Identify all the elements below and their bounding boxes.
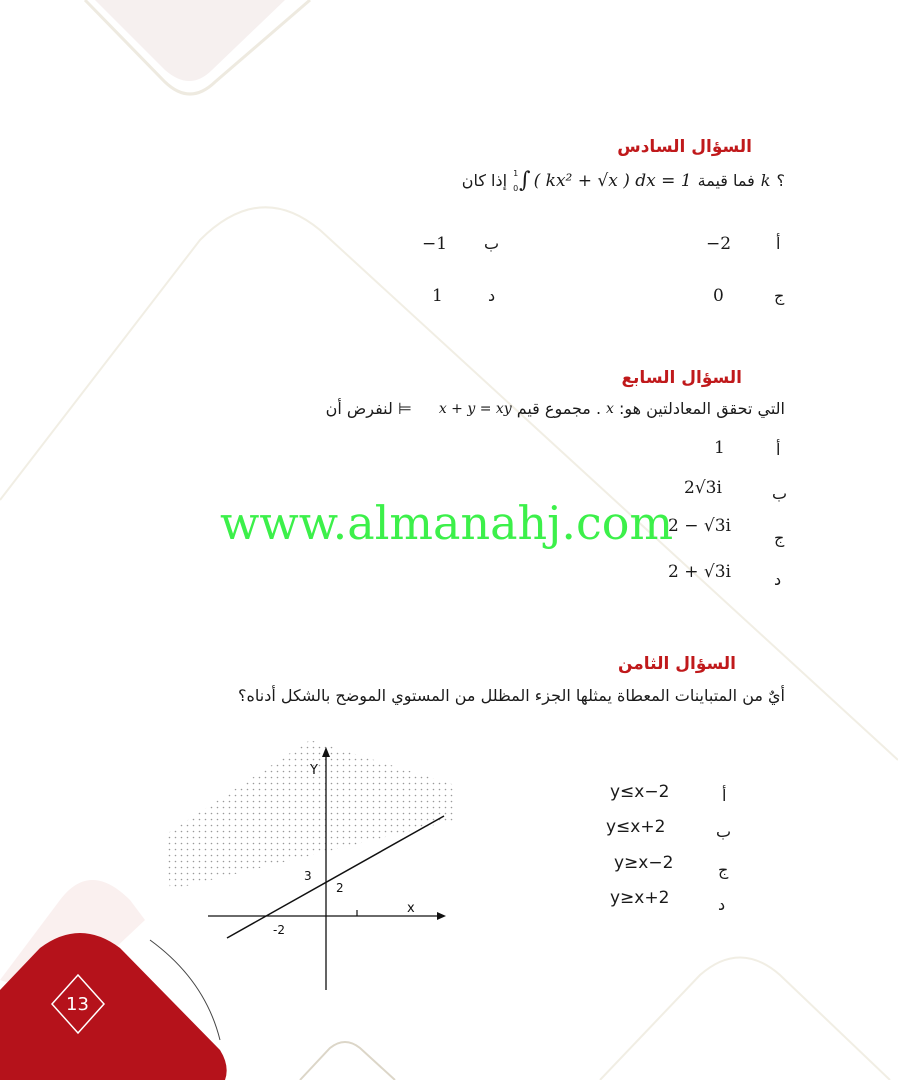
q6-stem bbox=[462, 168, 785, 193]
q7-option-a-letter[interactable]: أ bbox=[776, 440, 781, 459]
q7-title: السؤال السابع bbox=[621, 368, 742, 388]
q6-upper-limit: 1 bbox=[513, 168, 519, 178]
q8-text: أيٌ من المتباينات المعطاة يمثلها الجزء المظلل من المستوي الموضح بالشكل أدناه؟ bbox=[237, 686, 785, 705]
y-axis-label: Y bbox=[310, 763, 318, 778]
q8-option-b-value[interactable]: y≤x+2 bbox=[606, 817, 666, 837]
q7-option-c-value[interactable]: 2 − √3i bbox=[668, 516, 731, 536]
q8-graph bbox=[150, 740, 460, 1000]
x-axis-arrow-icon bbox=[437, 912, 446, 920]
q6-option-b-letter[interactable]: ب bbox=[484, 234, 500, 253]
q8-option-a-value[interactable]: y≤x−2 bbox=[610, 782, 670, 802]
q8-option-c-letter[interactable]: ج bbox=[718, 860, 729, 879]
q6-question-mark: ؟ bbox=[776, 171, 785, 190]
label-2: 2 bbox=[336, 881, 344, 895]
q8-option-d-letter[interactable]: د bbox=[718, 895, 726, 914]
q8-title: السؤال الثامن bbox=[617, 654, 736, 674]
q7-option-b-value[interactable]: 2√3i bbox=[684, 478, 722, 498]
q6-option-a-value[interactable]: −2 bbox=[706, 234, 732, 254]
label-neg2: -2 bbox=[273, 923, 285, 937]
q6-option-a-letter[interactable]: أ bbox=[776, 234, 781, 253]
q7-variable: x bbox=[606, 400, 614, 417]
q7-option-d-value[interactable]: 2 + √3i bbox=[668, 562, 731, 582]
q7-suffix: التي تحقق المعادلتين هو: bbox=[618, 399, 785, 418]
q6-lower-limit: 0 bbox=[513, 183, 519, 193]
q6-option-d-value[interactable]: 1 bbox=[432, 286, 443, 306]
q6-suffix: فما قيمة bbox=[697, 171, 755, 190]
q7-option-d-letter[interactable]: د bbox=[774, 570, 782, 589]
q8-option-b-letter[interactable]: ب bbox=[716, 822, 732, 841]
q7-option-b-letter[interactable]: ب bbox=[772, 484, 788, 503]
q6-option-c-value[interactable]: 0 bbox=[713, 286, 724, 306]
q6-variable: k bbox=[760, 171, 771, 190]
q7-middle: . مجموع قيم bbox=[516, 399, 602, 418]
label-3: 3 bbox=[304, 869, 312, 883]
q8-option-a-letter[interactable]: أ bbox=[722, 786, 727, 805]
q6-option-b-value[interactable]: −1 bbox=[422, 234, 448, 254]
q6-option-c-letter[interactable]: ج bbox=[774, 286, 785, 305]
q8-option-d-value[interactable]: y≥x+2 bbox=[610, 888, 670, 908]
q7-prefix: لنفرض أن bbox=[325, 399, 393, 418]
q7-stem bbox=[326, 399, 785, 418]
q6-expression: ( kx² + √x ) dx = 1 bbox=[533, 170, 692, 191]
integral-sign: ∫ bbox=[519, 168, 531, 193]
q6-option-d-letter[interactable]: د bbox=[488, 286, 496, 305]
q8-option-c-value[interactable]: y≥x−2 bbox=[614, 853, 674, 873]
q6-title: السؤال السادس bbox=[617, 137, 752, 157]
watermark: www.almanahj.com bbox=[220, 496, 674, 550]
q7-equation: x + y = xy bbox=[438, 400, 512, 417]
page-number: 13 bbox=[66, 994, 89, 1015]
q6-prefix: إذا كان bbox=[461, 171, 508, 190]
q7-option-c-letter[interactable]: ج bbox=[774, 528, 785, 547]
q6-integral bbox=[513, 168, 692, 193]
x-axis-label: x bbox=[407, 901, 415, 916]
q7-symbol: ⫤ bbox=[397, 399, 412, 418]
q7-option-a-value[interactable]: 1 bbox=[714, 438, 725, 458]
